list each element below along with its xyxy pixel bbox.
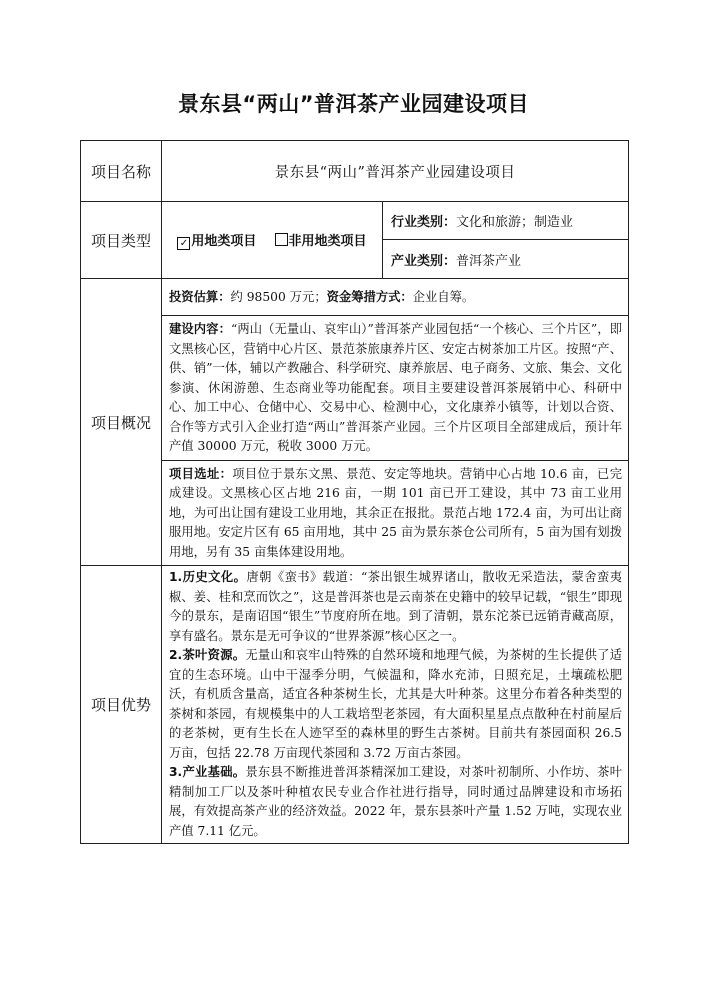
project-type-label: 项目类型 [81,202,162,279]
project-name-value: 景东县“两山”普洱茶产业园建设项目 [162,141,629,202]
non-land-project-label: 非用地类项目 [288,234,367,249]
investment-cell [162,279,629,316]
industry-category-label: 行业类别： [391,215,457,230]
site-text: 项目位于景东文黑、景范、安定等地块。营销中心占地 10.6 亩，已完成建设。文黑核心区占地 216 亩，一期 101 亩已开工建设，其中 73 亩工业用地，为可出让国有建设工业用地，其余正在报批。景范占地 172.4 亩，为可出让商服用地。安定片区有 65 亩用地，其中 25 亩为景东茶仓公司所有，5 亩为国有划拨用地，另有 35 亩集体建设用地。 [169,466,623,559]
project-table [80,140,629,844]
advantage-item-resources [169,646,622,763]
investment-value: 约 98500 万元； [230,289,327,304]
investment-label: 投资估算： [169,289,231,304]
industry-category-value: 文化和旅游；制造业 [456,215,574,230]
row-project-name [81,141,629,202]
site-cell [162,460,629,566]
row-site [81,460,629,566]
row-construction-content [81,316,629,461]
funding-value: 企业自筹。 [412,289,475,304]
construction-content-text: “两山（无量山、哀牢山）”普洱茶产业园包括“一个核心、三个片区”，即文黑核心区，营销中心片区、景范茶旅康养片区、安定古树茶加工片区。按照“产、供、销”一体，辅以产教融合、科学研究、康养旅居、电子商务、文旅、集会、文化参演、休闲游憩、生态商业等功能配套。项目主要建设普洱茶展销中心、科研中心、加工中心、仓储中心、交易中心、检测中心，文化康养小镇等，计划以合资、合作等方式引入企业打造“两山”普洱茶产业园。三个片区项目全部建成后，预计年产值 30000 万元，税收 3000 万元。 [169,322,623,453]
row-investment [81,279,629,316]
land-project-checkbox[interactable]: ✓ [177,237,190,250]
advantage-heading: 2.茶叶资源。 [169,648,246,662]
project-name-label: 项目名称 [81,141,162,202]
row-project-type [81,202,629,240]
advantage-text: 景东县不断推进普洱茶精深加工建设，对茶叶初制所、小作坊、茶叶精制加工厂以及茶叶种植农民专业合作社进行指导，同时通过品牌建设和市场拓展，有效提高茶产业的经济效益。2022 年，景东县茶叶产量 1.52 万吨，实现农业产值 7.11 亿元。 [169,765,623,838]
construction-content-cell [162,316,629,461]
product-category [383,240,629,279]
industry-category [383,202,629,240]
product-category-label: 产业类别： [391,253,457,269]
page-title: 景东县“两山”普洱茶产业园建设项目 [177,92,530,116]
project-type-options [162,202,383,279]
advantage-text: 唐朝《蛮书》载道：“茶出银生城界诸山，散收无采造法，蒙舍蛮夷椒、姜、桂和烹而饮之”，这是普洱茶也是云南茶在史籍中的较早记载，“银生”即现今的景东，是南诏国“银生”节度府所在地。到了清朝，景东沱茶已远销青藏高原，享有盛名。景东是无可争议的“世界茶源”核心区之一。 [169,570,623,643]
row-advantages [81,566,629,844]
funding-label: 资金筹措方式： [326,289,413,304]
advantage-heading: 3.产业基础。 [169,765,246,779]
advantage-text: 无量山和哀牢山特殊的自然环境和地理气候，为茶树的生长提供了适宜的生态环境。山中干湿季分明，气候温和，降水充沛，日照充足，土壤疏松肥沃，有机质含量高，适宜各种茶树生长，尤其是大叶种茶。这里分布着各种类型的茶树和茶园，有规模集中的人工栽培型老茶园，有大面积星星点点散种在村前屋后的老茶树，更有生长在人迹罕至的森林里的野生古茶树。目前共有茶园面积 26.5 万亩，包括 22.78 万亩现代茶园和 3.72 万亩古茶园。 [169,648,623,760]
construction-content-label: 建设内容： [169,322,231,336]
advantages-label: 项目优势 [81,566,162,844]
advantage-item-history [169,568,622,646]
advantage-item-industry [169,763,622,841]
advantage-heading: 1.历史文化。 [169,570,247,584]
overview-label: 项目概况 [81,279,162,566]
product-category-value: 普洱茶产业 [456,253,522,269]
site-label: 项目选址： [169,466,233,481]
non-land-project-checkbox[interactable] [275,233,288,246]
land-project-label: 用地类项目 [191,234,257,249]
advantages-cell [162,566,629,844]
